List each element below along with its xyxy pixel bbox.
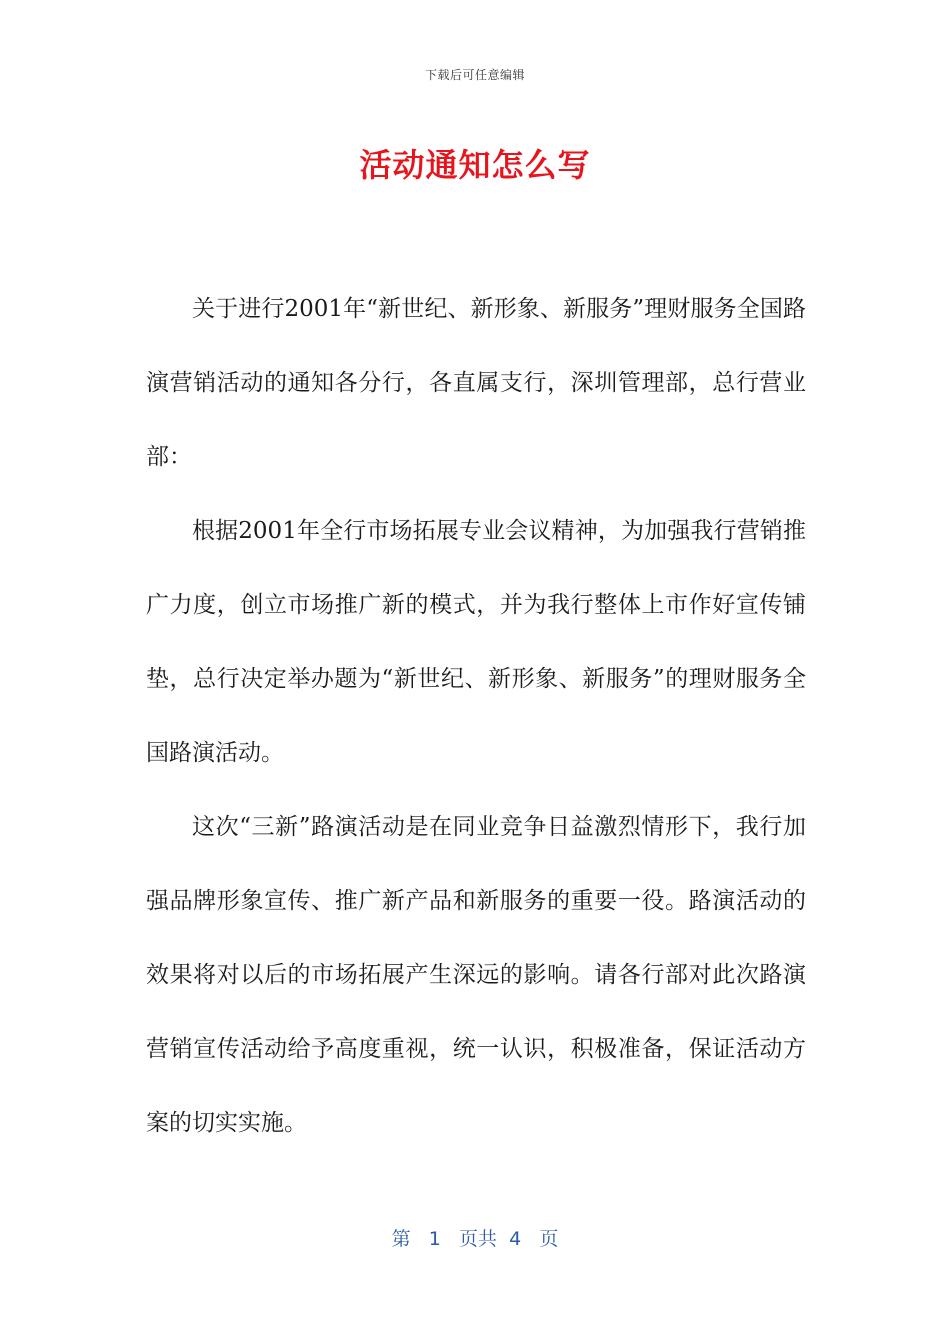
footer-suffix: 页 (539, 1228, 559, 1250)
footer-current-page: 1 (428, 1228, 441, 1250)
document-body (146, 272, 806, 1160)
page-footer (0, 1224, 950, 1251)
footer-total-pages: 4 (509, 1228, 522, 1250)
footer-prefix: 第 (391, 1228, 411, 1250)
document-title: 活动通知怎么写 (359, 146, 591, 184)
paragraph-1: 关于进行2001年“新世纪、新形象、新服务”理财服务全国路演营销活动的通知各分行，各直属支行，深圳管理部，总行营业部： (146, 296, 806, 470)
footer-middle: 页共 (459, 1228, 498, 1250)
paragraph-2: 根据2001年全行市场拓展专业会议精神，为加强我行营销推广力度，创立市场推广新的模式，并为我行整体上市作好宣传铺垫，总行决定举办题为“新世纪、新形象、新服务”的理财服务全国路演活动。 (146, 518, 806, 766)
header-note: 下载后可任意编辑 (424, 68, 525, 82)
paragraph-3: 这次“三新”路演活动是在同业竞争日益激烈情形下，我行加强品牌形象宣传、推广新产品和新服务的重要一役。路演活动的效果将对以后的市场拓展产生深远的影响。请各行部对此次路演营销宣传活动给予高度重视，统一认识，积极准备，保证活动方案的切实实施。 (146, 814, 806, 1136)
